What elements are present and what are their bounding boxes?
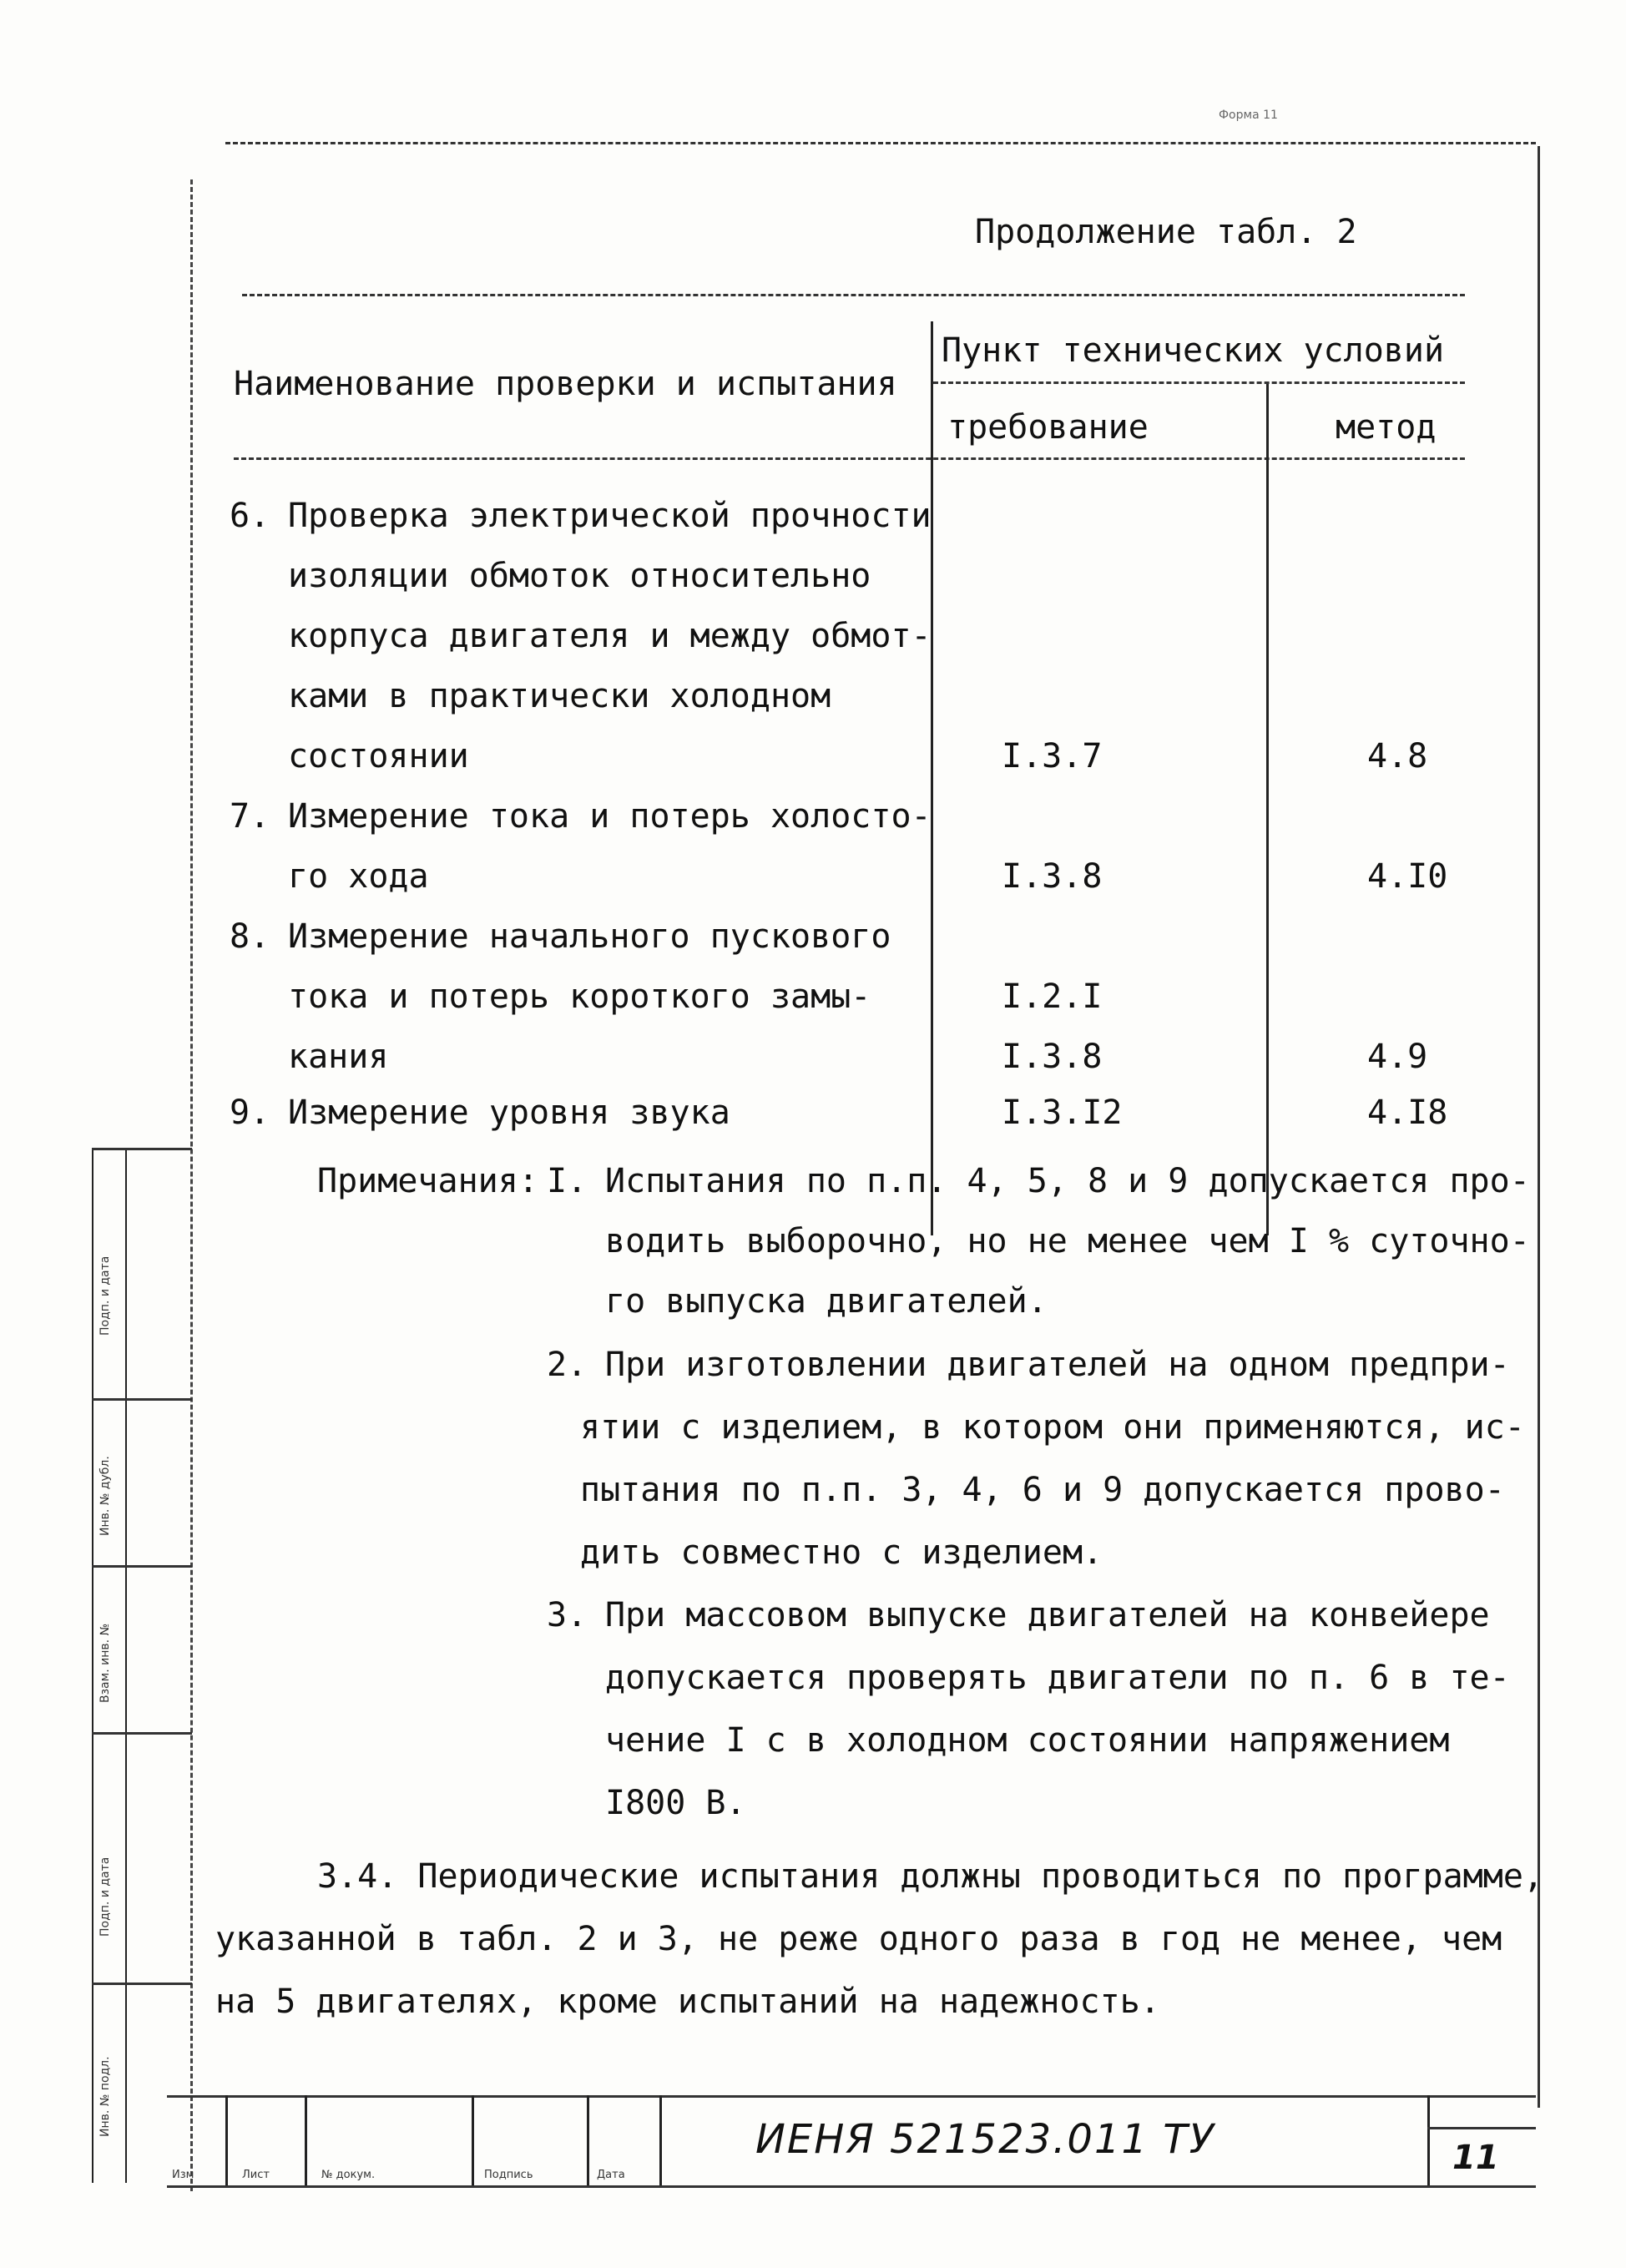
frame-top-border (225, 142, 1536, 144)
row-7-method: 4.I0 (1367, 857, 1448, 896)
table-caption: Продолжение табл. 2 (975, 213, 1357, 251)
row-8-requirement-2: I.3.8 (1002, 1038, 1103, 1076)
row-9-number: 9. (230, 1094, 270, 1132)
row-6-line-2: изоляции обмоток относительно (288, 557, 871, 595)
tb-divider-4 (587, 2095, 589, 2185)
row-6-number: 6. (230, 497, 270, 535)
tb-divider-5 (659, 2095, 662, 2185)
header-mid-rule (933, 381, 1465, 384)
tb-cell-date: Дата (597, 2169, 625, 2181)
paragraph-line-3: на 5 двигателях, кроме испытаний на надежность. (215, 1983, 1160, 2021)
column-divider-2 (1266, 384, 1269, 1235)
note-2-line-2: ятии с изделием, в котором они применяются, ис- (580, 1408, 1525, 1447)
note-2-line-4: дить совместно с изделием. (580, 1533, 1103, 1572)
side-stamp-rule-1 (92, 1148, 192, 1150)
side-stamp-3: Взам. инв. № (98, 1623, 112, 1703)
tb-divider-6 (1427, 2095, 1430, 2185)
note-2-number: 2. (547, 1346, 588, 1384)
note-1-line-3: го выпуска двигателей. (605, 1282, 1048, 1321)
tb-cell-sign: Подпись (484, 2169, 533, 2181)
title-block-top-rule (167, 2095, 1536, 2098)
row-9-line-1: Измерение уровня звука (288, 1094, 730, 1132)
tb-divider-2 (305, 2095, 307, 2185)
header-requirement: требование (947, 408, 1149, 447)
row-6-line-1: Проверка электрической прочности (288, 497, 932, 535)
row-7-number: 7. (230, 797, 270, 836)
row-6-line-4: ками в практически холодном (288, 677, 831, 715)
note-3-line-3: чение I с в холодном состоянии напряжением (605, 1721, 1450, 1760)
row-7-line-2: го хода (288, 857, 429, 896)
table-top-rule (242, 294, 1465, 296)
row-8-line-1: Измерение начального пускового (288, 917, 891, 956)
tb-cell-izm: Изм (172, 2169, 194, 2181)
side-stamp-2: Инв. № дубл. (98, 1456, 112, 1536)
row-6-requirement: I.3.7 (1002, 737, 1103, 775)
tb-divider-1 (225, 2095, 228, 2185)
side-stamp-rule-3 (92, 1565, 192, 1568)
side-stamp-1: Подп. и дата (98, 1255, 112, 1336)
corner-mark: Форма 11 (1219, 109, 1278, 122)
frame-right-border (1538, 146, 1540, 2108)
side-stamp-rule-4 (92, 1732, 192, 1735)
paragraph-line-2: указанной в табл. 2 и 3, не реже одного раза в год не менее, чем (215, 1920, 1502, 1958)
note-1-number: I. (547, 1162, 588, 1200)
row-8-number: 8. (230, 917, 270, 956)
note-3-line-2: допускается проверять двигатели по п. 6 в те- (605, 1659, 1510, 1697)
note-3-line-4: I800 В. (605, 1784, 746, 1822)
note-3-number: 3. (547, 1596, 588, 1634)
note-3-line-1: При массовом выпуске двигателей на конвейере (605, 1596, 1490, 1634)
document-code: ИЕНЯ 521523.011 ТУ (755, 2116, 1215, 2163)
side-stamp-rule-2 (92, 1398, 192, 1401)
notes-label: Примечания: (317, 1162, 538, 1200)
tb-divider-3 (472, 2095, 474, 2185)
side-stamp-5: Инв. № подл. (98, 2056, 112, 2137)
note-1-line-1: Испытания по п.п. 4, 5, 8 и 9 допускается про- (605, 1162, 1530, 1200)
row-7-line-1: Измерение тока и потерь холосто- (288, 797, 932, 836)
row-8-requirement-1: I.2.I (1002, 977, 1103, 1016)
tb-cell-list: Лист (242, 2169, 270, 2181)
sheet-number: 11 (1452, 2139, 1499, 2177)
column-divider-1 (931, 321, 933, 1235)
paragraph-line-1: 3.4. Периодические испытания должны проводиться по программе, (317, 1857, 1544, 1896)
note-2-line-1: При изготовлении двигателей на одном предпри- (605, 1346, 1510, 1384)
row-8-line-3: кания (288, 1038, 389, 1076)
header-bottom-rule (234, 457, 1465, 460)
row-6-line-5: состоянии (288, 737, 469, 775)
header-name: Наименование проверки и испытания (234, 365, 897, 403)
tb-cell-doc: № докум. (321, 2169, 376, 2181)
row-6-method: 4.8 (1367, 737, 1428, 775)
row-8-line-2: тока и потерь короткого замы- (288, 977, 871, 1016)
row-7-requirement: I.3.8 (1002, 857, 1103, 896)
header-clause: Пункт технических условий (942, 331, 1445, 370)
header-method: метод (1336, 408, 1437, 447)
note-1-line-2: водить выборочно, но не менее чем I % суточно- (605, 1222, 1530, 1260)
sheet-cell-rule (1427, 2127, 1536, 2129)
row-9-requirement: I.3.I2 (1002, 1094, 1123, 1132)
side-stamp-mid-rule (125, 1148, 127, 2183)
row-6-line-3: корпуса двигателя и между обмот- (288, 617, 932, 655)
side-stamp-left-rule (92, 1148, 93, 2183)
note-2-line-3: пытания по п.п. 3, 4, 6 и 9 допускается прово- (580, 1471, 1505, 1509)
row-9-method: 4.I8 (1367, 1094, 1448, 1132)
title-block-bottom-rule (167, 2185, 1536, 2188)
side-stamp-4: Подп. и дата (98, 1856, 112, 1937)
row-8-method: 4.9 (1367, 1038, 1428, 1076)
side-stamp-rule-5 (92, 1983, 192, 1985)
frame-left-border (190, 179, 193, 2191)
